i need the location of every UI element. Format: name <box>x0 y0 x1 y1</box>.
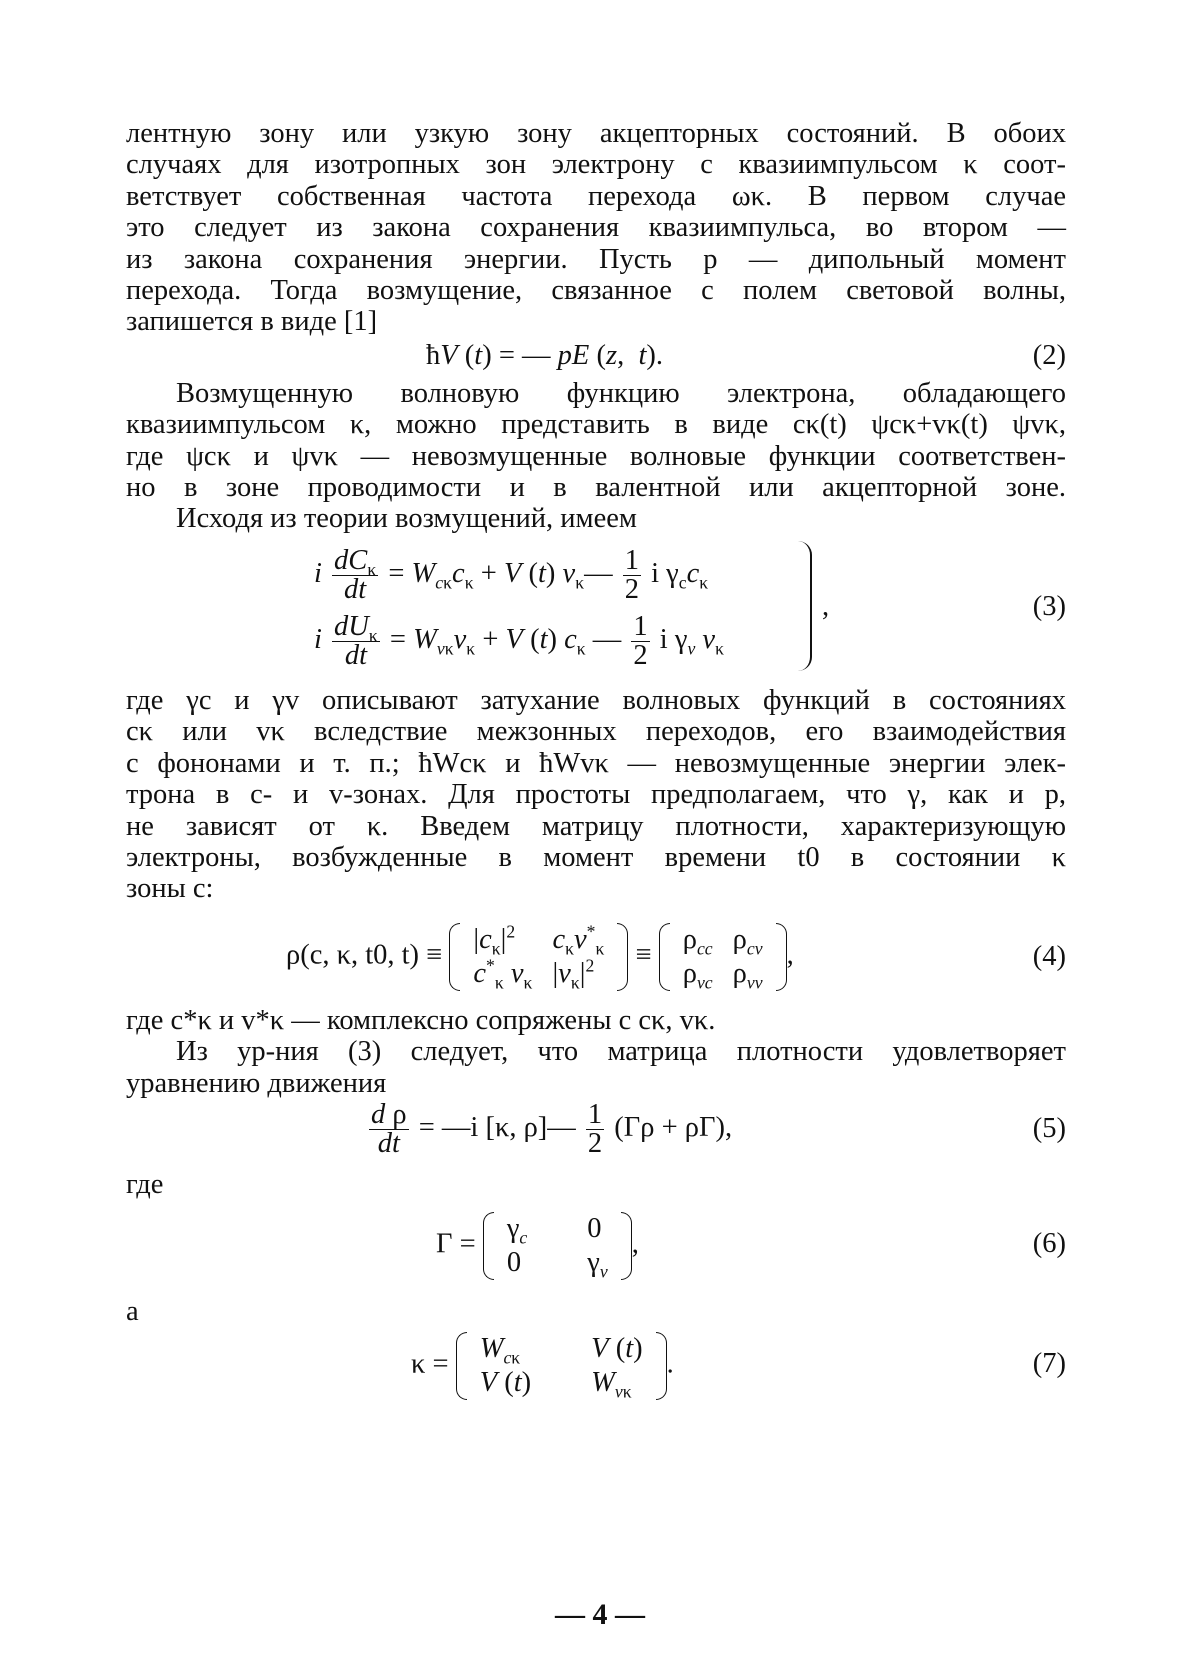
matrix: $|c_\kappa|^2$ $c_\kappa v^*_\kappa$ $c^*_\kappa$ $v_\kappa$ $|v_\kappa|^2$ <box>449 923 628 991</box>
equation-2 <box>126 340 1066 374</box>
text-line: перехода. Тогда возмущение, связанное с полем световой волны, <box>126 275 1066 307</box>
text-line: где c*κ и v*κ — комплексно сопряжены с cκ, vκ. <box>126 1004 716 1036</box>
equation-2-body: ħV (t) = — pE (z, t). <box>426 339 663 371</box>
equation-3: i $\frac{dC_\kappa}{dt}$ = $W_{c\kappa}c_\kappa + V$ (t) $v_\kappa—$ $\frac{1}{2}$ i $\gamma_cc_\kappa$ i $\frac{dU_\kappa}{dt}$ = $W_{v\kappa}v_\kappa + V$ (t) $c_\kappa$ — $\frac{1}{2}$ i $\gamma_v$ $v_\kappa$ , (3) <box>126 541 1066 677</box>
text-line: запишется в виде [1] <box>126 306 378 338</box>
equation-7-body: κ = $W_{c\kappa}$ V (t) V (t) $W_{v\kappa}$ . <box>411 1332 674 1402</box>
text-line: это следует из закона сохранения квазиимпульса, во втором — <box>126 212 1066 244</box>
text-line: лентную зону или узкую зону акцепторных состояний. В обоих <box>126 118 1066 149</box>
text-line: не зависят от κ. Введем матрицу плотности, характеризующую <box>126 810 1066 842</box>
text-line: ветствует собственная частота перехода ωκ. В первом случае <box>126 180 1066 212</box>
text-line: зоны c: <box>126 873 214 905</box>
text-line: где <box>126 1168 164 1200</box>
equation-4 <box>126 915 1066 1001</box>
text-line: Исходя из теории возмущений, имеем <box>176 503 637 535</box>
text-line: Из ур-ния (3) следует, что матрица плотности удовлетворяет <box>176 1036 1066 1068</box>
text-line: где γc и γv описывают затухание волновых функций в состояниях <box>126 684 1066 716</box>
equation-7-number: (7) <box>1032 1347 1066 1379</box>
equation-3-line-2: i $\frac{dU_\kappa}{dt}$ = $W_{v\kappa}v_\kappa + V$ (t) $c_\kappa$ — $\frac{1}{2}$ i $\gamma_v$ $v_\kappa$ <box>314 610 724 671</box>
right-brace <box>796 541 812 671</box>
text-line: уравнению движения <box>126 1067 387 1099</box>
equation-6-number: (6) <box>1032 1228 1066 1260</box>
equation-2-number: (2) <box>1032 339 1066 371</box>
text-line: квазиимпульсом κ, можно представить в виде cκ(t) ψcκ+vκ(t) ψvκ, <box>126 409 1066 441</box>
text-line: Возмущенную волновую функцию электрона, обладающего <box>176 377 1066 409</box>
text-line: электроны, возбужденные в момент времени t0 в состоянии κ <box>126 841 1066 873</box>
equation-5-body: $\frac{\text{d ρ}}{dt}$ = —i [κ, ρ]— $\frac{1}{2}$ (Γρ + ρΓ), <box>371 1098 733 1159</box>
document-page <box>126 118 1066 1416</box>
text-line: а <box>126 1296 139 1328</box>
matrix: $W_{c\kappa}$ V (t) V (t) $W_{v\kappa}$ <box>456 1332 667 1400</box>
equation-4-number: (4) <box>1032 940 1066 972</box>
text-line: где ψcκ и ψvκ — невозмущенные волновые функции соответствен- <box>126 440 1066 472</box>
text-line: случаях для изотропных зон электрону с квазиимпульсом κ соот- <box>126 149 1066 181</box>
equation-5 <box>126 1098 1066 1161</box>
text-line: с фононами и т. п.; ħWcκ и ħWvκ — невозмущенные энергии элек- <box>126 747 1066 779</box>
equation-3-number: (3) <box>1032 590 1066 622</box>
equation-4-body: ρ(c, κ, t0, t) ≡ $|c_\kappa|^2$ $c_\kappa v^*_\kappa$ $c^*_\kappa$ $v_\kappa$ $|v_\kappa|^2$ ≡ $\rho_{cc}$ $\rho_{cv}$ $\rho_{vc}$ $\rho_{vv}$ , <box>286 921 794 993</box>
equation-5-number: (5) <box>1032 1112 1066 1144</box>
text-line: из закона сохранения энергии. Пусть p — дипольный момент <box>126 243 1066 275</box>
page-number: — 4 — <box>555 1598 645 1631</box>
matrix: $\gamma_c$ 0 0 $\gamma_v$ <box>483 1212 632 1280</box>
equation-7 <box>126 1332 1066 1412</box>
equation-6-body: Γ = $\gamma_c$ 0 0 $\gamma_v$ , <box>436 1213 639 1283</box>
paragraph-1 <box>126 118 1066 306</box>
matrix: $\rho_{cc}$ $\rho_{cv}$ $\rho_{vc}$ $\rho_{vv}$ <box>659 923 787 991</box>
text-line: трона в c- и v-зонах. Для простоты предполагаем, что γ, как и p, <box>126 779 1066 811</box>
text-line: но в зоне проводимости и в валентной или акцепторной зоне. <box>126 472 1066 504</box>
equation-6 <box>126 1206 1066 1286</box>
equation-3-line-1: i $\frac{dC_\kappa}{dt}$ = $W_{c\kappa}c_\kappa + V$ (t) $v_\kappa—$ $\frac{1}{2}$ i $\gamma_cc_\kappa$ <box>314 544 709 605</box>
text-line: cκ или vκ вследствие межзонных переходов, его взаимодействия <box>126 716 1066 748</box>
